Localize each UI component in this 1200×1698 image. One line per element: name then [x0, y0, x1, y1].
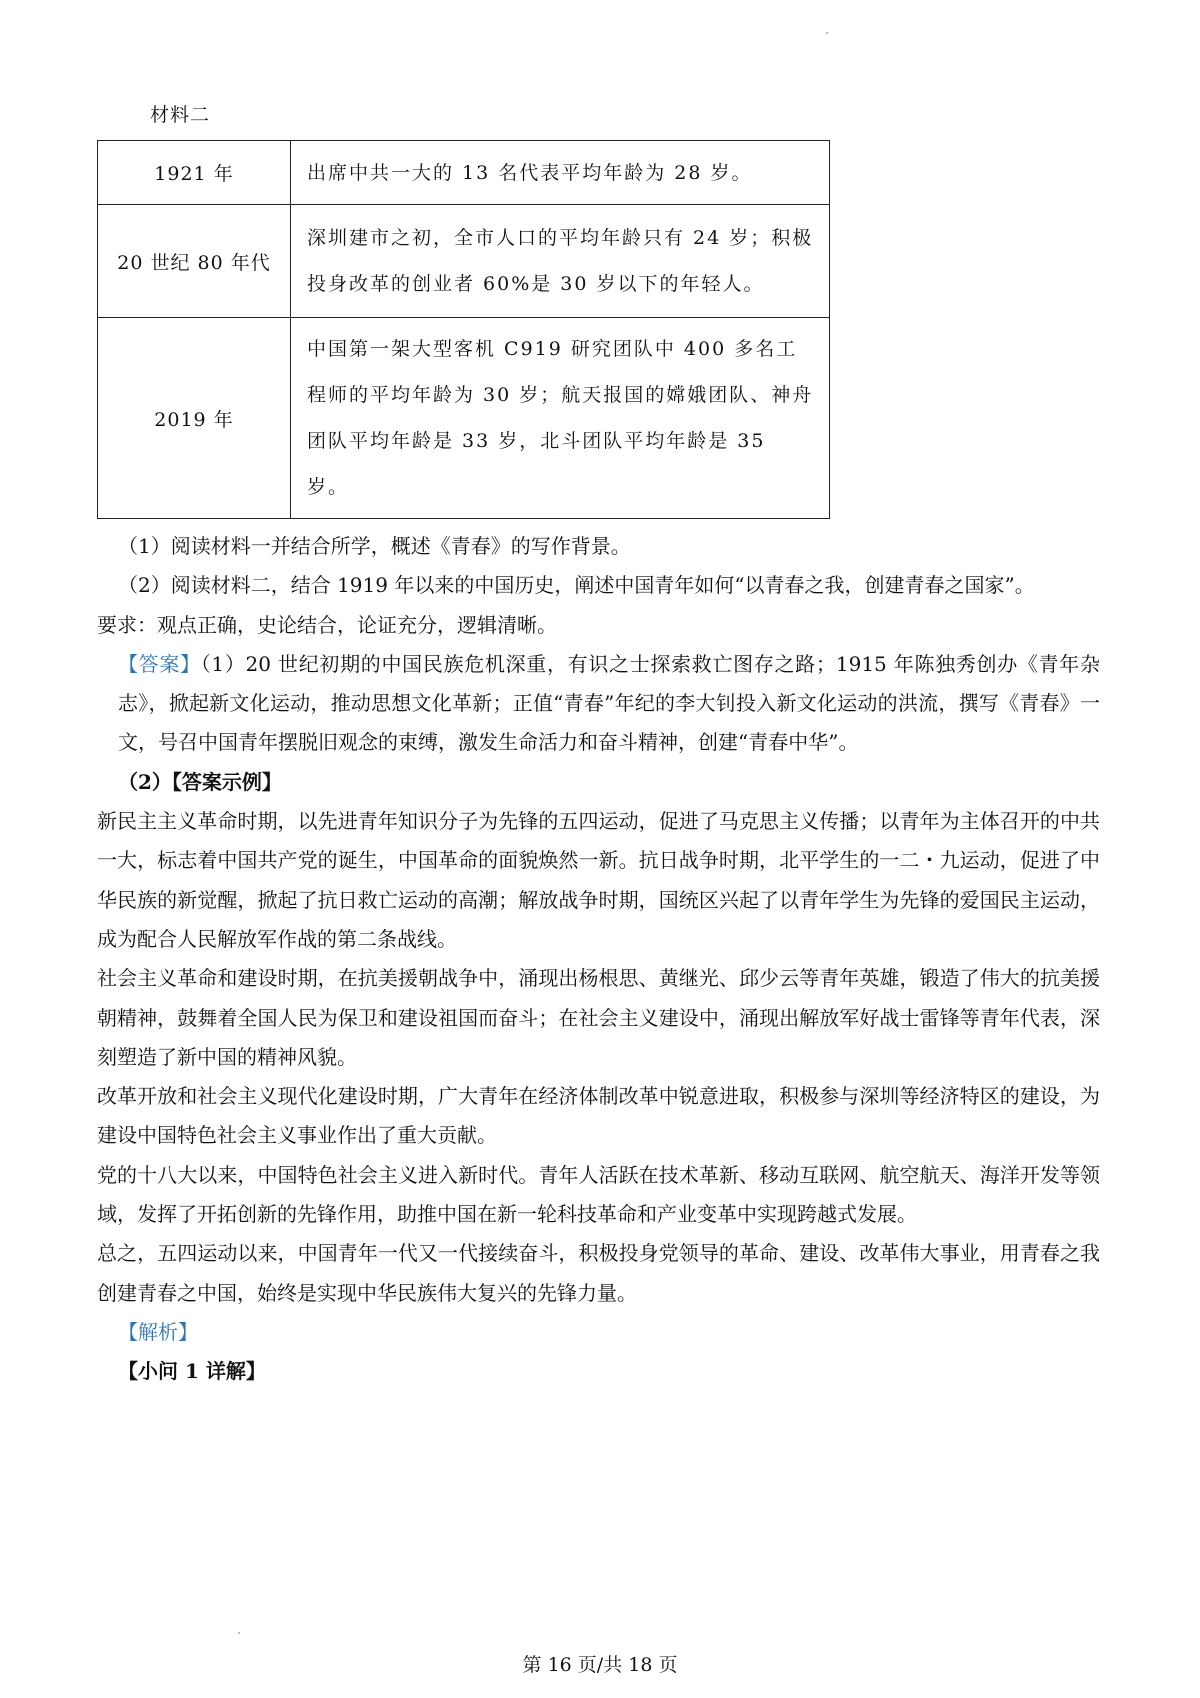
table-year-cell: 2019 年	[98, 318, 291, 519]
table-desc-cell: 中国第一架大型客机 C919 研究团队中 400 多名工程师的平均年龄为 30 岁；航天报国的嫦娥团队、神舟团队平均年龄是 33 岁，北斗团队平均年龄是 35 岁。	[291, 318, 830, 519]
table-desc-cell: 深圳建市之初，全市人口的平均年龄只有 24 岁；积极投身改革的创业者 60%是 30 岁以下的年轻人。	[291, 205, 830, 318]
answer-2-heading: （2）【答案示例】	[118, 769, 282, 794]
question-1: （1）阅读材料一并结合所学，概述《青春》的写作背景。	[118, 534, 631, 558]
table-row	[98, 141, 830, 205]
question-requirement: 要求：观点正确，史论结合，论证充分，逻辑清晰。	[97, 612, 557, 637]
page-footer: 第 16 页/共 18 页	[522, 1654, 678, 1676]
answer-paragraph: 改革开放和社会主义现代化建设时期，广大青年在经济体制改革中锐意进取，积极参与深圳等经济特区的建设，为建设中国特色社会主义事业作出了重大贡献。	[97, 1084, 1100, 1148]
material-label: 材料二	[150, 104, 211, 126]
table-year-cell: 1921 年	[98, 141, 291, 205]
answer-paragraph: 社会主义革命和建设时期，在抗美援朝战争中，涌现出杨根思、黄继光、邱少云等青年英雄，锻造了伟大的抗美援朝精神，鼓舞着全国人民为保卫和建设祖国而奋斗；在社会主义建设中，涌现出解放军好战士雷锋等青年代表，深刻塑造了新中国的精神风貌。	[97, 966, 1100, 1069]
analysis-tag: 【解析】	[118, 1319, 198, 1344]
answer-paragraph: 总之，五四运动以来，中国青年一代又一代接续奋斗，积极投身党领导的革命、建设、改革伟大事业，用青春之我创建青春之中国，始终是实现中华民族伟大复兴的先锋力量。	[97, 1241, 1100, 1305]
answer-1-text: （1）20 世纪初期的中国民族危机深重，有识之士探索救亡图存之路；1915 年陈独秀创办《青年杂志》，掀起新文化运动，推动思想文化革新；正值“青春”年纪的李大钊投入新文化运动的洪流，撰写《青春》一文，号召中国青年摆脱旧观念的束缚，激发生命活力和奋斗精神，创建“青春中华”。	[118, 651, 1100, 755]
table-year-cell: 20 世纪 80 年代	[98, 205, 291, 318]
scan-dot	[238, 1632, 240, 1634]
question-2: （2）阅读材料二，结合 1919 年以来的中国历史，阐述中国青年如何“以青春之我，创建青春之国家”。	[118, 573, 1035, 598]
answer-paragraph: 新民主主义革命时期，以先进青年知识分子为先锋的五四运动，促进了马克思主义传播；以青年为主体召开的中共一大，标志着中国共产党的诞生，中国革命的面貌焕然一新。抗日战争时期，北平学生的一二・九运动，促进了中华民族的新觉醒，掀起了抗日救亡运动的高潮；解放战争时期，国统区兴起了以青年学生为先锋的爱国民主运动，成为配合人民解放军作战的第二条战线。	[97, 809, 1100, 951]
answer-tag: 【答案】	[118, 651, 201, 676]
body-text	[97, 527, 1100, 1392]
material-table	[97, 140, 830, 519]
scan-dot	[826, 32, 828, 34]
table-row	[98, 205, 830, 318]
analysis-subheading: 【小问 1 详解】	[118, 1359, 266, 1384]
answer-paragraph: 党的十八大以来，中国特色社会主义进入新时代。青年人活跃在技术革新、移动互联网、航空航天、海洋开发等领域，发挥了开拓创新的先锋作用，助推中国在新一轮科技革命和产业变革中实现跨越式发展。	[97, 1162, 1100, 1227]
table-desc-cell: 出席中共一大的 13 名代表平均年龄为 28 岁。	[291, 141, 830, 205]
table-row	[98, 318, 830, 519]
answer-1	[97, 645, 1100, 763]
